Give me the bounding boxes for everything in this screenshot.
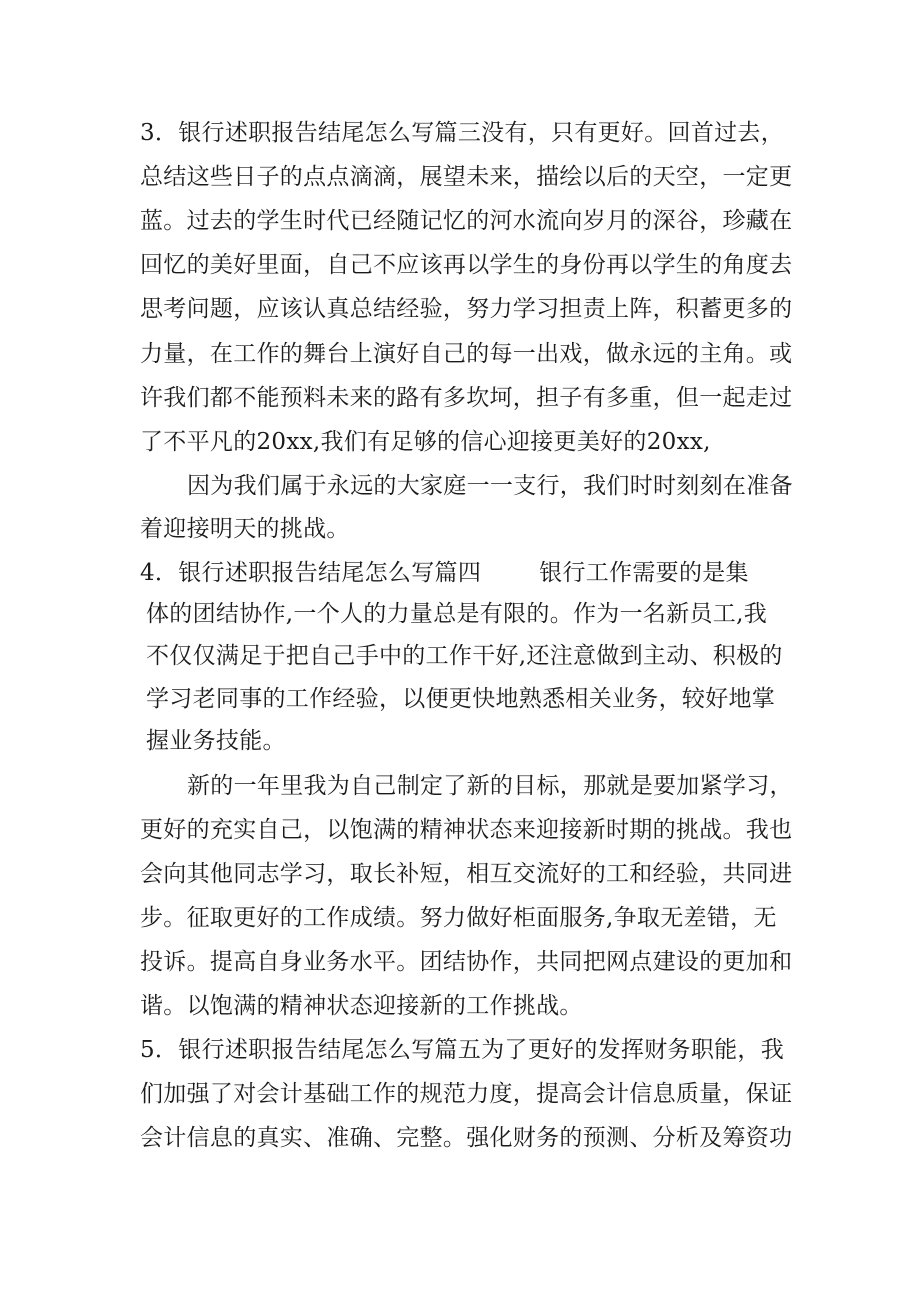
text-line: 新的一年里我为自己制定了新的目标，那就是要加紧学习， <box>187 773 793 799</box>
text-line: 许我们都不能预料未来的路有多坎坷，担子有多重，但一起走过 <box>140 385 793 411</box>
text-line: 蓝。过去的学生时代已经随记忆的河水流向岁月的深谷，珍藏在 <box>140 208 793 234</box>
text-line: 了不平凡的20xx,我们有足够的信心迎接更美好的20xx, <box>140 429 711 455</box>
text-fragment: 银行工作需要的是集 <box>539 560 749 586</box>
text-line: 步。征取更好的工作成绩。努力做好柜面服务,争取无差错，无 <box>140 905 777 931</box>
text-line: 会向其他同志学习，取长补短，相互交流好的工和经验，共同进 <box>140 861 793 887</box>
text-line: 思考问题，应该认真总结经验，努力学习担责上阵，积蓄更多的 <box>140 296 793 322</box>
text-line: 会计信息的真实、准确、完整。强化财务的预测、分析及筹资功 <box>140 1125 793 1151</box>
text-line: 体的团结协作,一个人的力量总是有限的。作为一名新员工,我 <box>146 601 768 627</box>
text-line: 3．银行述职报告结尾怎么写篇三没有，只有更好。回首过去， <box>140 120 785 146</box>
text-line: 总结这些日子的点点滴滴，展望未来，描绘以后的天空，一定更 <box>140 164 793 190</box>
text-line: 握业务技能。 <box>146 728 286 754</box>
text-line: 投诉。提高自身业务水平。团结协作，共同把网点建设的更加和 <box>140 949 793 975</box>
section-heading: 4．银行述职报告结尾怎么写篇四 <box>140 560 482 586</box>
text-line: 着迎接明天的挑战。 <box>140 516 350 542</box>
text-line: 因为我们属于永远的大家庭一一支行，我们时时刻刻在准备 <box>187 473 793 499</box>
text-line: 力量，在工作的舞台上演好自己的每一出戏，做永远的主角。或 <box>140 341 793 367</box>
text-line: 回忆的美好里面，自己不应该再以学生的身份再以学生的角度去 <box>140 252 793 278</box>
text-line: 5．银行述职报告结尾怎么写篇五为了更好的发挥财务职能，我 <box>140 1037 785 1063</box>
section-heading-line <box>140 558 749 588</box>
text-line: 们加强了对会计基础工作的规范力度，提高会计信息质量，保证 <box>140 1081 793 1107</box>
text-line: 谐。以饱满的精神状态迎接新的工作挑战。 <box>140 993 583 1019</box>
text-line: 学习老同事的工作经验，以便更快地熟悉相关业务，较好地掌 <box>146 686 776 712</box>
text-line: 更好的充实自己，以饱满的精神状态来迎接新时期的挑战。我也 <box>140 817 793 843</box>
text-line: 不仅仅满足于把自己手中的工作干好,还注意做到主动、积极的 <box>146 643 783 669</box>
